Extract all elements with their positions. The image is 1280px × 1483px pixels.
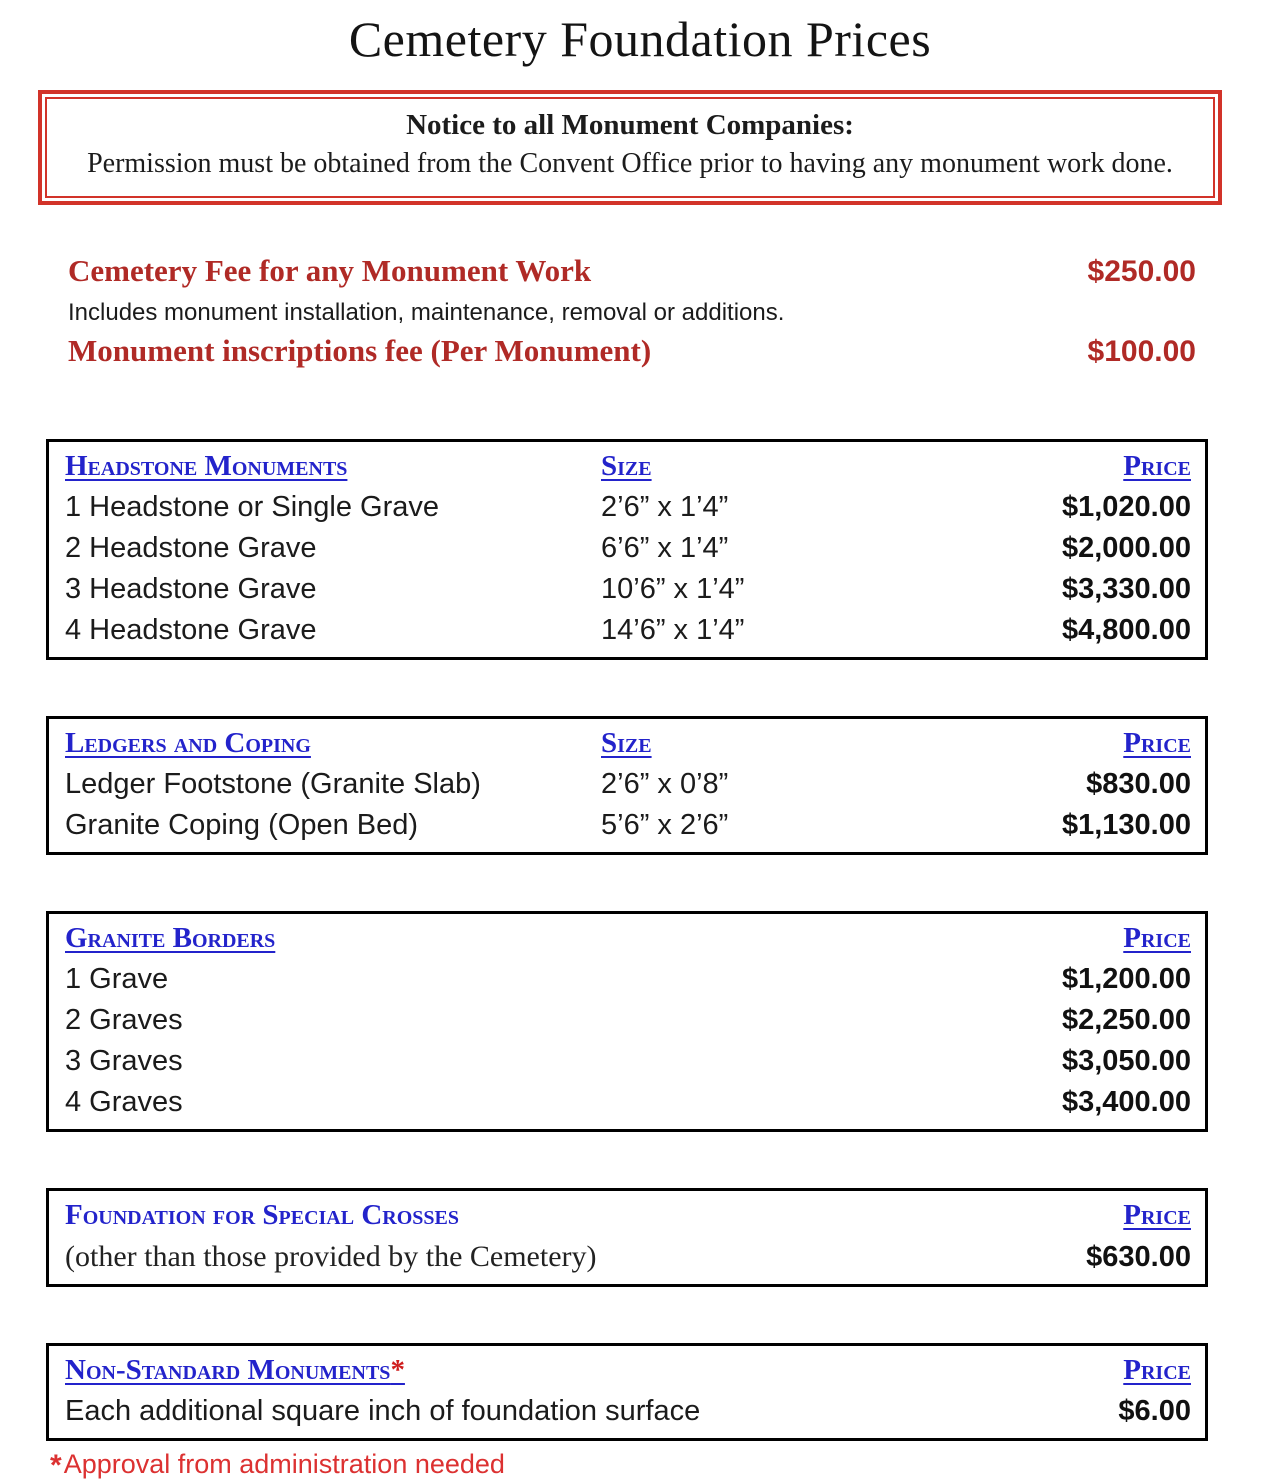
asterisk-marker: *: [390, 1354, 405, 1386]
item-price: $830.00: [1086, 768, 1191, 800]
notice-box-inner: [45, 97, 1215, 198]
table-row: [65, 528, 1191, 569]
item-name: Ledger Footstone (Granite Slab): [65, 768, 481, 800]
asterisk-marker: *: [50, 1449, 62, 1482]
fee-price: $250.00: [1087, 255, 1196, 288]
item-size: 2’6” x 1’4”: [601, 491, 729, 523]
table-header-row: [65, 1195, 1191, 1236]
non-standard-monuments-table: [46, 1343, 1208, 1441]
item-name: 1 Headstone or Single Grave: [65, 491, 439, 523]
item-name: 4 Headstone Grave: [65, 614, 317, 646]
price-column-header: Price: [1123, 1199, 1191, 1231]
fee-label: Cemetery Fee for any Monument Work: [68, 253, 592, 288]
item-size: 10’6” x 1’4”: [601, 573, 745, 605]
ledgers-coping-table: [46, 716, 1208, 855]
item-price: $1,020.00: [1061, 491, 1191, 523]
item-name: 2 Headstone Grave: [65, 532, 317, 564]
category-header: Ledgers and Coping: [65, 727, 311, 759]
item-price: $3,330.00: [1061, 573, 1191, 605]
category-header-text: Non-Standard Monuments: [65, 1354, 391, 1386]
category-header: Headstone Monuments: [65, 450, 348, 482]
table-row: [65, 959, 1191, 1000]
category-header: Foundation for Special Crosses: [65, 1199, 459, 1231]
item-name: 3 Graves: [65, 1045, 183, 1077]
item-size: 6’6” x 1’4”: [601, 532, 729, 564]
item-name: 2 Graves: [65, 1004, 183, 1036]
fee-row-inscriptions: [68, 333, 1196, 369]
fee-section: [68, 253, 1196, 369]
table-row: [65, 610, 1191, 651]
notice-heading: Notice to all Monument Companies:: [406, 109, 854, 141]
table-row: [65, 1236, 1191, 1278]
table-row: [65, 1041, 1191, 1082]
table-row: [65, 1000, 1191, 1041]
size-column-header: Size: [601, 727, 652, 759]
headstone-monuments-table: [46, 439, 1208, 660]
notice-body: Permission must be obtained from the Convent Office prior to having any monument work done.: [87, 148, 1173, 179]
fee-label: Monument inscriptions fee (Per Monument): [68, 333, 652, 368]
item-size: 14’6” x 1’4”: [601, 614, 745, 646]
table-header-row: [65, 1350, 1191, 1391]
fee-price: $100.00: [1087, 335, 1196, 368]
item-name: Granite Coping (Open Bed): [65, 809, 419, 841]
special-crosses-table: [46, 1188, 1208, 1287]
granite-borders-table: [46, 911, 1208, 1132]
item-size: 2’6” x 0’8”: [601, 768, 729, 800]
item-name: Each additional square inch of foundation surface: [65, 1395, 701, 1427]
item-price: $630.00: [1086, 1241, 1191, 1273]
price-column-header: Price: [1123, 922, 1191, 954]
item-price: $1,200.00: [1061, 963, 1191, 995]
item-price: $2,250.00: [1061, 1004, 1191, 1036]
item-price: $1,130.00: [1061, 809, 1191, 841]
table-row: [65, 1082, 1191, 1123]
table-row: [65, 1391, 1191, 1432]
table-row: [65, 805, 1191, 846]
price-column-header: Price: [1123, 1354, 1191, 1386]
item-price: $4,800.00: [1061, 614, 1191, 646]
item-price: $6.00: [1118, 1395, 1191, 1427]
table-header-row: [65, 723, 1191, 764]
item-name: 1 Grave: [65, 963, 169, 995]
item-name: (other than those provided by the Cemetery): [65, 1240, 597, 1273]
table-header-row: [65, 446, 1191, 487]
footnote-text: Approval from administration needed: [63, 1449, 505, 1479]
item-name: 3 Headstone Grave: [65, 573, 317, 605]
page-title: Cemetery Foundation Prices: [348, 11, 932, 67]
item-name: 4 Graves: [65, 1086, 183, 1118]
category-header: [65, 1350, 405, 1391]
table-row: [65, 487, 1191, 528]
table-header-row: [65, 918, 1191, 959]
notice-box: [38, 90, 1222, 205]
size-column-header: Size: [601, 450, 652, 482]
item-price: $3,050.00: [1061, 1045, 1191, 1077]
fee-row-monument-work: [68, 253, 1196, 289]
table-row: [65, 569, 1191, 610]
price-column-header: Price: [1123, 450, 1191, 482]
fee-note: Includes monument installation, maintenance, removal or additions.: [68, 299, 785, 326]
category-header: Granite Borders: [65, 922, 276, 954]
item-size: 5’6” x 2’6”: [601, 809, 729, 841]
table-row: [65, 764, 1191, 805]
price-column-header: Price: [1123, 727, 1191, 759]
item-price: $2,000.00: [1061, 532, 1191, 564]
approval-footnote: [50, 1449, 1280, 1483]
item-price: $3,400.00: [1061, 1086, 1191, 1118]
